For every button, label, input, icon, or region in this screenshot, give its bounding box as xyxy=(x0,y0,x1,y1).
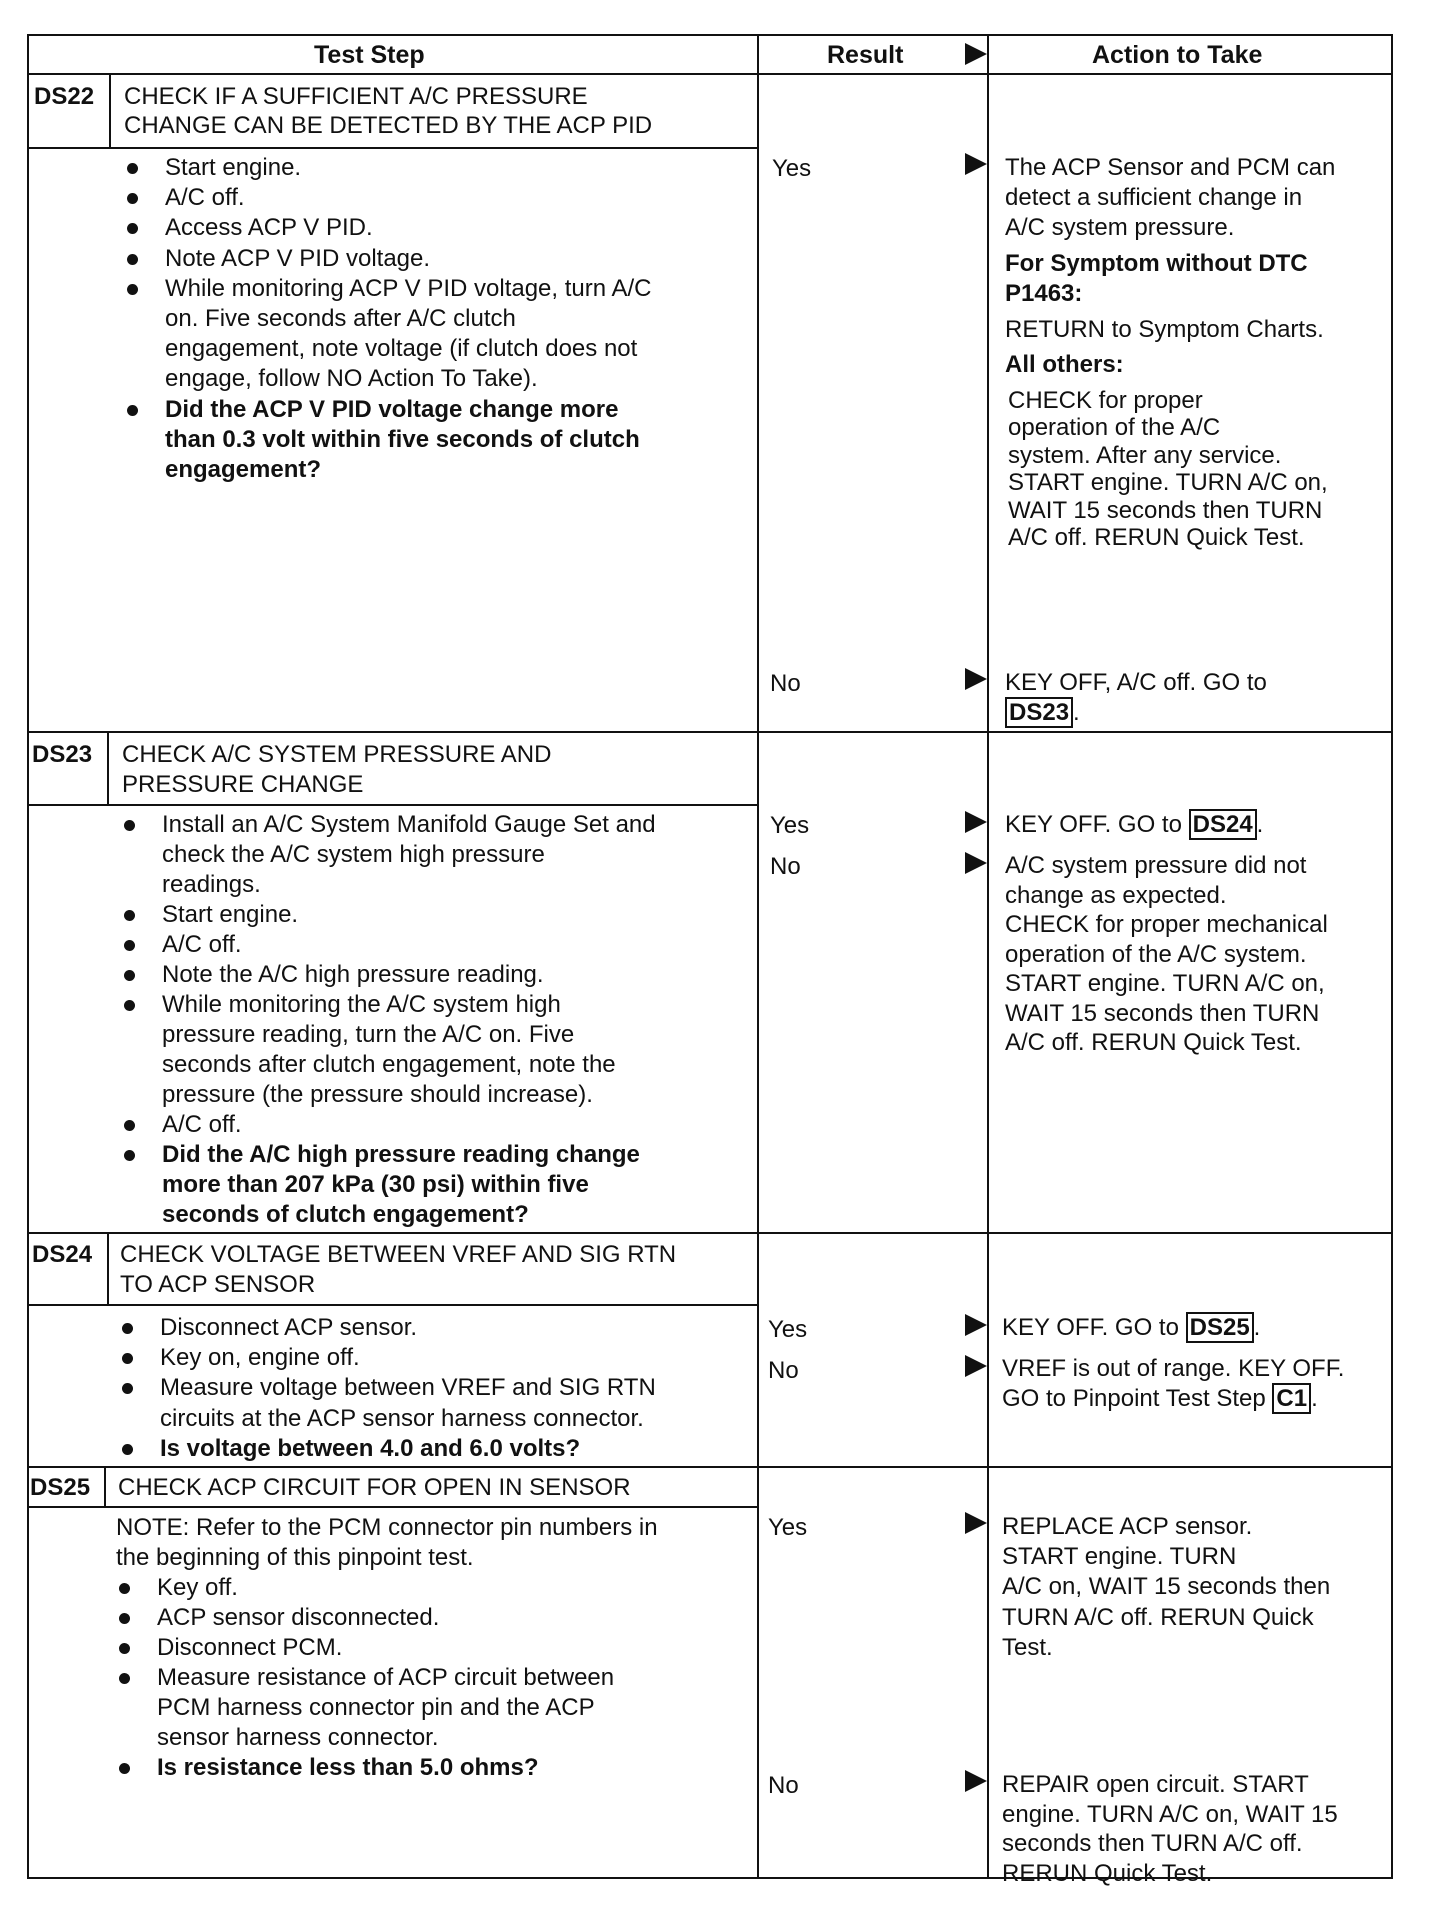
ds24-step-1-line-0: Key on, engine off. xyxy=(160,1344,360,1372)
ds25-step-id: DS25 xyxy=(30,1474,91,1501)
row-divider-ds23 xyxy=(27,731,1393,733)
ds25-ref-link[interactable]: DS25 xyxy=(1186,1312,1254,1343)
bullet-icon xyxy=(124,1000,135,1011)
ds23-no-label: No xyxy=(770,853,801,880)
ds23-yes-action xyxy=(1005,810,1263,840)
ds25-yes-action-line-0: REPLACE ACP sensor. xyxy=(1002,1513,1253,1540)
table-border-left xyxy=(27,34,29,1879)
ds22-no-label: No xyxy=(770,670,801,697)
ds23-id-divider xyxy=(107,731,109,806)
ds23-step-4-line-0: While monitoring the A/C system high xyxy=(162,991,561,1018)
ds23-no-action-line-3: operation of the A/C system. xyxy=(1005,940,1307,968)
bullet-icon xyxy=(119,1613,130,1624)
ds25-yes-action-line-2: A/C on, WAIT 15 seconds then xyxy=(1002,1573,1331,1601)
ds22-all-others-line-2: system. After any service. xyxy=(1008,441,1282,469)
ds23-step-id: DS23 xyxy=(32,741,93,768)
ds22-all-others-line-4: WAIT 15 seconds then TURN xyxy=(1008,496,1323,524)
bullet-icon xyxy=(122,1353,133,1364)
ds23-yes-arrow-icon xyxy=(965,811,987,833)
bullet-icon xyxy=(124,820,135,831)
ds25-no-action-line-0: REPAIR open circuit. START xyxy=(1002,1771,1309,1798)
ds24-no-arrow-icon xyxy=(965,1355,987,1377)
ds25-title-underline xyxy=(27,1506,759,1508)
ds24-title-line-1: CHECK VOLTAGE BETWEEN VREF AND SIG RTN xyxy=(120,1241,677,1268)
ds25-step-2-line-0: Disconnect PCM. xyxy=(157,1634,343,1661)
ds24-step-2-line-0: Measure voltage between VREF and SIG RTN xyxy=(160,1374,656,1402)
ds23-ref-link[interactable]: DS23 xyxy=(1005,697,1073,728)
ds25-note-line-2: the beginning of this pinpoint test. xyxy=(116,1544,474,1571)
bullet-icon xyxy=(122,1444,133,1455)
ds25-title-line-1: CHECK ACP CIRCUIT FOR OPEN IN SENSOR xyxy=(118,1474,631,1501)
ds22-yes-arrow-icon xyxy=(965,153,987,175)
bullet-icon xyxy=(127,284,138,295)
ds25-yes-arrow-icon xyxy=(965,1512,987,1534)
ds25-step-3-line-1: PCM harness connector pin and the ACP xyxy=(157,1694,595,1721)
bullet-icon xyxy=(127,163,138,174)
ds25-step-3-line-0: Measure resistance of ACP circuit between xyxy=(157,1664,615,1691)
ds22-step-2-line-0: Access ACP V PID. xyxy=(165,214,373,242)
ds24-step-3-line-0: Is voltage between 4.0 and 6.0 volts? xyxy=(160,1434,581,1462)
bullet-icon xyxy=(124,1150,135,1161)
ds22-no-arrow-icon xyxy=(965,668,987,690)
bullet-icon xyxy=(124,910,135,921)
header-result: Result xyxy=(827,41,904,69)
bullet-icon xyxy=(119,1673,130,1684)
ds25-step-4-line-0: Is resistance less than 5.0 ohms? xyxy=(157,1754,539,1781)
ds22-return-keyword: RETURN to xyxy=(1005,316,1132,343)
ds22-yes-action-heading-1a: For Symptom without DTC xyxy=(1005,250,1308,277)
ds23-step-4-line-1: pressure reading, turn the A/C on. Five xyxy=(162,1021,575,1048)
ds23-step-0-line-1: check the A/C system high pressure xyxy=(162,841,545,868)
ds24-step-0-line-0: Disconnect ACP sensor. xyxy=(160,1314,418,1341)
ds22-step-5-line-2: engagement? xyxy=(165,456,322,483)
bullet-icon xyxy=(124,940,135,951)
ds23-step-6-line-1: more than 207 kPa (30 psi) within five xyxy=(162,1171,589,1198)
ds22-title-underline xyxy=(27,147,759,149)
bullet-icon xyxy=(122,1323,133,1334)
ds22-step-0-line-0: Start engine. xyxy=(165,154,302,181)
ds24-yes-action-tail: . xyxy=(1253,1314,1261,1341)
ds23-step-1-line-0: Start engine. xyxy=(162,901,299,928)
ds22-return-target: Symptom Charts. xyxy=(1138,316,1324,343)
bullet-icon xyxy=(127,193,138,204)
col-divider-result xyxy=(757,34,759,1879)
ds25-no-action-line-2: seconds then TURN A/C off. xyxy=(1002,1830,1303,1857)
ds25-no-arrow-icon xyxy=(965,1770,987,1792)
bullet-icon xyxy=(119,1763,130,1774)
ds22-step-5-line-0: Did the ACP V PID voltage change more xyxy=(165,395,619,423)
row-divider-ds25 xyxy=(27,1466,1393,1468)
ds22-yes-action-return xyxy=(1005,315,1324,345)
ds22-no-action-tail: . xyxy=(1073,699,1080,726)
ds25-step-3-line-2: sensor harness connector. xyxy=(157,1724,439,1751)
ds22-yes-action-line-2: detect a sufficient change in xyxy=(1005,184,1303,211)
header-divider xyxy=(27,73,1393,75)
ds23-step-4-line-2: seconds after clutch engagement, note the xyxy=(162,1051,616,1078)
ds22-all-others-line-3: START engine. TURN A/C on, xyxy=(1008,469,1328,497)
ds25-step-1-line-0: ACP sensor disconnected. xyxy=(157,1604,440,1631)
c1-ref-link[interactable]: C1 xyxy=(1272,1383,1311,1414)
ds23-step-4-line-3: pressure (the pressure should increase). xyxy=(162,1081,593,1108)
ds24-title-underline xyxy=(27,1304,759,1306)
bullet-icon xyxy=(119,1583,130,1594)
ds22-step-5-line-1: than 0.3 volt within five seconds of clutch xyxy=(165,425,640,453)
header-arrow-icon xyxy=(965,43,987,65)
ds22-step-3-line-0: Note ACP V PID voltage. xyxy=(165,244,431,272)
ds24-step-id: DS24 xyxy=(32,1241,93,1268)
ds23-title-underline xyxy=(27,804,759,806)
ds23-no-action-line-5: WAIT 15 seconds then TURN xyxy=(1005,999,1320,1027)
ds23-step-0-line-0: Install an A/C System Manifold Gauge Set and xyxy=(162,811,656,838)
ds24-ref-link[interactable]: DS24 xyxy=(1189,809,1257,840)
ds23-yes-action-text: KEY OFF. GO to xyxy=(1005,811,1182,838)
bullet-icon xyxy=(124,970,135,981)
header-action-to-take: Action to Take xyxy=(1092,41,1263,69)
ds24-no-label: No xyxy=(768,1357,799,1384)
bullet-icon xyxy=(127,405,138,416)
bullet-icon xyxy=(119,1643,130,1654)
ds22-no-action-ref xyxy=(1005,698,1080,728)
ds23-no-action-line-0: A/C system pressure did not xyxy=(1005,852,1307,879)
ds24-no-action-line-2 xyxy=(1002,1384,1318,1414)
ds25-yes-label: Yes xyxy=(768,1514,808,1541)
ds22-all-others-line-1: operation of the A/C xyxy=(1008,414,1221,442)
ds22-yes-label: Yes xyxy=(772,155,812,182)
ds22-yes-action-heading-2: All others: xyxy=(1005,351,1124,378)
bullet-icon xyxy=(124,1120,135,1131)
ds24-yes-action xyxy=(1002,1313,1260,1343)
ds23-no-action-line-1: change as expected. xyxy=(1005,881,1227,909)
header-test-step: Test Step xyxy=(314,41,425,69)
ds22-yes-action-heading-1b: P1463: xyxy=(1005,280,1083,307)
ds24-yes-label: Yes xyxy=(768,1316,808,1343)
ds23-no-action-line-2: CHECK for proper mechanical xyxy=(1005,911,1328,938)
ds23-no-action-line-6: A/C off. RERUN Quick Test. xyxy=(1005,1029,1302,1056)
ds22-all-others-line-5: A/C off. RERUN Quick Test. xyxy=(1008,524,1305,551)
bullet-icon xyxy=(127,254,138,265)
ds25-no-action-line-1: engine. TURN A/C on, WAIT 15 xyxy=(1002,1800,1338,1828)
ds24-no-action-tail: . xyxy=(1311,1385,1318,1412)
ds22-yes-action-line-3: A/C system pressure. xyxy=(1005,214,1235,241)
ds22-no-action-line-1: KEY OFF, A/C off. GO to xyxy=(1005,669,1267,696)
ds23-step-5-line-0: A/C off. xyxy=(162,1111,242,1138)
bullet-icon xyxy=(127,223,138,234)
ds23-step-6-line-0: Did the A/C high pressure reading change xyxy=(162,1141,640,1168)
ds24-yes-action-text: KEY OFF. GO to xyxy=(1002,1314,1179,1341)
ds23-title-line-1: CHECK A/C SYSTEM PRESSURE AND xyxy=(122,741,552,768)
ds25-step-0-line-0: Key off. xyxy=(157,1574,238,1601)
ds25-yes-action-line-1: START engine. TURN xyxy=(1002,1543,1237,1571)
ds25-yes-action-line-4: Test. xyxy=(1002,1633,1053,1661)
ds23-step-2-line-0: A/C off. xyxy=(162,931,242,958)
ds24-no-action-text: GO to Pinpoint Test Step xyxy=(1002,1385,1266,1412)
ds25-no-action-line-3: RERUN Quick Test. xyxy=(1002,1859,1213,1887)
ds22-title-line-2: CHANGE CAN BE DETECTED BY THE ACP PID xyxy=(124,112,653,139)
table-border-top xyxy=(27,34,1393,36)
bullet-icon xyxy=(122,1383,133,1394)
ds23-step-0-line-2: readings. xyxy=(162,871,261,898)
col-divider-action xyxy=(987,34,989,1879)
ds22-step-id: DS22 xyxy=(34,83,95,110)
table-border-right xyxy=(1391,34,1393,1879)
ds25-id-divider xyxy=(104,1466,106,1508)
ds22-step-4-line-0: While monitoring ACP V PID voltage, turn A/C xyxy=(165,274,652,302)
ds25-note-line-1: NOTE: Refer to the PCM connector pin numbers in xyxy=(116,1514,658,1541)
ds22-step-4-line-1: on. Five seconds after A/C clutch xyxy=(165,305,516,332)
row-divider-ds24 xyxy=(27,1232,1393,1234)
ds23-no-action-line-4: START engine. TURN A/C on, xyxy=(1005,970,1325,997)
ds24-id-divider xyxy=(107,1232,109,1306)
ds23-no-arrow-icon xyxy=(965,852,987,874)
ds24-step-2-line-1: circuits at the ACP sensor harness connector. xyxy=(160,1404,644,1432)
ds22-title-line-1: CHECK IF A SUFFICIENT A/C PRESSURE xyxy=(124,83,588,110)
ds22-step-1-line-0: A/C off. xyxy=(165,184,245,212)
ds25-no-label: No xyxy=(768,1772,799,1799)
ds25-yes-action-line-3: TURN A/C off. RERUN Quick xyxy=(1002,1603,1314,1631)
ds22-id-divider xyxy=(109,73,111,149)
ds23-yes-label: Yes xyxy=(770,812,810,839)
ds24-no-action-line-1: VREF is out of range. KEY OFF. xyxy=(1002,1355,1345,1382)
ds24-yes-arrow-icon xyxy=(965,1314,987,1336)
ds22-all-others-line-0: CHECK for proper xyxy=(1008,387,1203,414)
ds22-step-4-line-2: engagement, note voltage (if clutch does not xyxy=(165,335,638,363)
ds22-step-4-line-3: engage, follow NO Action To Take). xyxy=(165,365,538,393)
ds24-title-line-2: TO ACP SENSOR xyxy=(120,1271,316,1298)
ds23-yes-action-tail: . xyxy=(1256,811,1264,838)
ds22-yes-action-line-1: The ACP Sensor and PCM can xyxy=(1005,154,1336,181)
ds23-step-6-line-2: seconds of clutch engagement? xyxy=(162,1201,529,1228)
ds23-title-line-2: PRESSURE CHANGE xyxy=(122,771,364,798)
ds23-step-3-line-0: Note the A/C high pressure reading. xyxy=(162,961,544,988)
